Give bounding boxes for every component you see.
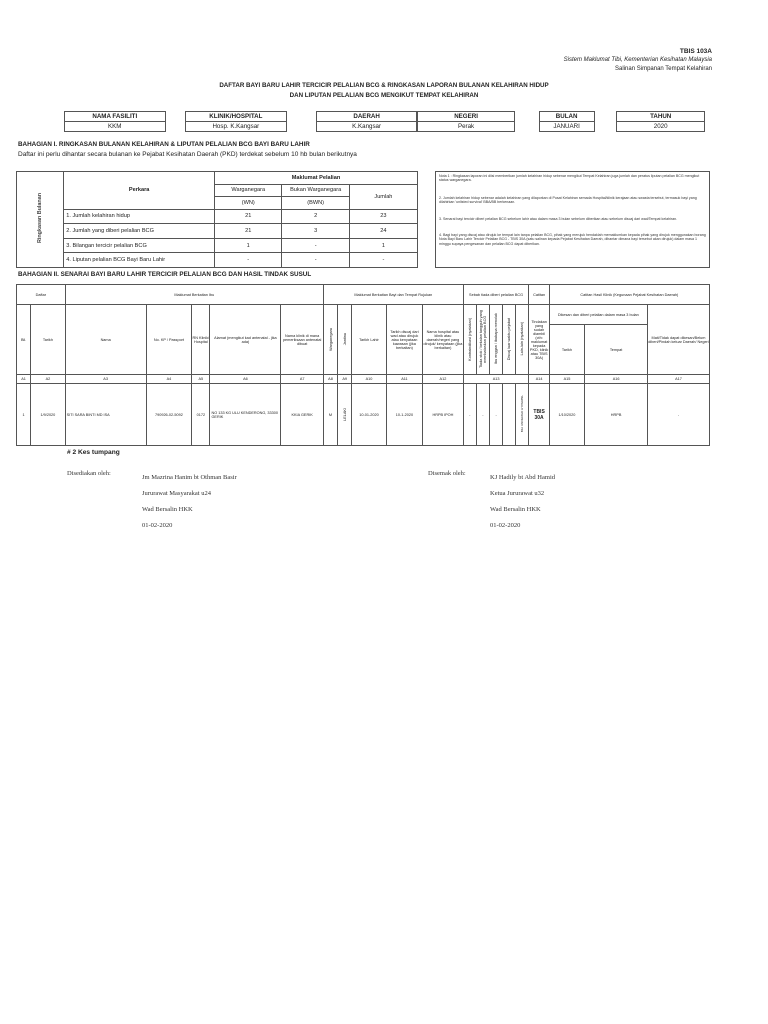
- section2-title: BAHAGIAN II. SENARAI BAYI BARU LAHIR TERCICIR PELALIAN BCG DAN HASIL TINDAK SUSUL: [18, 271, 312, 278]
- col-code: A1: [17, 375, 31, 384]
- col-sebab-label: Ibu enggan / ibubapa menolak: [494, 313, 499, 365]
- summary-wn: -: [215, 253, 282, 268]
- col-sebab-label: Kontraindikasi (nyatakan): [467, 317, 472, 361]
- group-ibu: Maklumat Berkaitan Ibu: [65, 285, 323, 305]
- group-hasil: Catitan Hasil Klinik (Kegunaan Pejabat Kesihatan Daerah): [549, 285, 709, 305]
- summary-total: 24: [349, 224, 417, 239]
- col-bil: Bil.: [17, 305, 31, 375]
- col-code: A3: [65, 375, 146, 384]
- notes-box: [435, 171, 710, 268]
- col-code: A10: [352, 375, 386, 384]
- col-sebab-4: [503, 305, 516, 375]
- facility-header: KLINIK/HOSPITAL: [186, 112, 287, 122]
- col-code: A13: [463, 375, 529, 384]
- checked-role: Ketua Jururawat u32: [490, 490, 545, 497]
- col-tarikh-discaj: Tarikh discaj dari wad atau dirujuk atau kenyataan kawasan (jika berkaitan): [386, 305, 422, 375]
- spacer: [165, 112, 186, 122]
- copy-label: Salinan Simpanan Tempat Kelahiran: [615, 66, 712, 72]
- cell-tarikh-discaj: 10-1-2020: [386, 384, 422, 446]
- bwn-header: Bukan Warganegara: [282, 184, 349, 197]
- cell-sebab-2: -: [476, 384, 489, 446]
- col-jantina-label: Jantina: [342, 332, 347, 346]
- spacer: [594, 112, 617, 122]
- maklumat-header: Maklumat Pelalian: [215, 172, 418, 185]
- col-hasil-tarikh: Tarikh: [549, 325, 584, 375]
- checked-name: KJ Hadily bt Abd Hamid: [490, 474, 555, 481]
- prepared-name: Jm Mazrina Hanim bt Othman Basir: [142, 474, 237, 481]
- cell-sebab-1: -: [463, 384, 476, 446]
- register-group-row: [17, 285, 710, 305]
- summary-row: [17, 253, 418, 268]
- spacer: [514, 112, 539, 122]
- col-warganegara-label: Warganegara: [328, 327, 333, 351]
- checked-date: 01-02-2020: [490, 522, 521, 529]
- section1-subtitle: Daftar ini perlu dihantar secara bulanan ke Pejabat Kesihatan Daerah (PKD) terdekat sebelum 10 hb bulan berikutnya: [18, 151, 357, 158]
- col-warganegara: [323, 305, 337, 375]
- facility-value: Perak: [418, 122, 514, 132]
- table-row: [17, 384, 710, 446]
- summary-wn: 21: [215, 224, 282, 239]
- group-catatan: Catitan: [529, 285, 549, 305]
- prepared-unit: Wad Bersalin HKK: [142, 506, 193, 513]
- cell-hasil-mati: -: [647, 384, 709, 446]
- col-code: A8: [323, 375, 337, 384]
- facility-value-row: [65, 122, 705, 132]
- cell-catitan: TBIS 30A: [529, 384, 549, 446]
- summary-row-label: 1. Jumlah kelahiran hidup: [64, 209, 215, 224]
- cell-tarikh-lahir: 10-01-2020: [352, 384, 386, 446]
- spacer: [286, 112, 316, 122]
- spacer: [594, 122, 617, 132]
- summary-side-cell: [17, 172, 64, 268]
- col-hasil-tempat: Tempat: [585, 325, 648, 375]
- summary-table: [16, 171, 418, 268]
- facility-header: DAERAH: [316, 112, 417, 122]
- summary-row-label: 3. Bilangan tercicir pelalian BCG: [64, 238, 215, 253]
- col-catitan: Tindakan yang sudah diambil (cth: maklumat kepada PKD, klinik atau TBIS 30A): [529, 305, 549, 375]
- wn-code: (WN): [215, 197, 282, 210]
- form-title-line2: DAN LIPUTAN PELALIAN BCG MENGIKUT TEMPAT KELAHIRAN: [289, 92, 479, 99]
- summary-total: 23: [349, 209, 417, 224]
- summary-row: [17, 224, 418, 239]
- summary-bwn: -: [282, 253, 349, 268]
- summary-bwn: 2: [282, 209, 349, 224]
- form-title-line1: DAFTAR BAYI BARU LAHIR TERCICIR PELALIAN BCG & RINGKASAN LAPORAN BULANAN KELAHIRAN HIDUP: [219, 82, 549, 89]
- col-code: A9: [338, 375, 352, 384]
- form-header-right: [564, 47, 712, 74]
- group-sebab: Sebab tiada diberi pelalian BCG: [463, 285, 529, 305]
- col-code: A4: [146, 375, 192, 384]
- cell-tarikh: 1/9/2020: [31, 384, 65, 446]
- col-nama-hospital: Nama hospital atau klinik atau daerah/negeri yang dirujuk/ kenyataan (jika berkaitan): [423, 305, 464, 375]
- facility-header: BULAN: [539, 112, 594, 122]
- facility-header-row: [65, 112, 705, 122]
- group-daftar: Daftar: [17, 285, 66, 305]
- prepared-label: Disediakan oleh:: [67, 470, 111, 477]
- note-item: 3. Senarai bayi tercicir diberi pelalian BCG sebelum lahir atau dalam masa 3 bulan sebelum diberikan atau sebelum discaj dari wad/Tempat kelahiran.: [439, 216, 678, 221]
- cell-sebab-3: -: [490, 384, 503, 446]
- facility-header: TAHUN: [617, 112, 705, 122]
- col-sebab-label: Lain-lain (nyatakan): [520, 322, 525, 356]
- col-tarikh: Tarikh: [31, 305, 65, 375]
- cell-warganegara: M: [323, 384, 337, 446]
- summary-row-label: 4. Liputan pelalian BCG Bayi Baru Lahir: [64, 253, 215, 268]
- cell-hasil-tarikh: 1/10/2020: [549, 384, 584, 446]
- kes-tumpang-note: # 2 Kes tumpang: [67, 449, 120, 456]
- system-name: Sistem Maklumat Tibi, Kementerian Kesihatan Malaysia: [563, 57, 712, 63]
- col-code: A6: [210, 375, 281, 384]
- col-klinik: Nama klinik di mana pemeriksaan antenatal dibuat: [281, 305, 324, 375]
- checked-block: [490, 470, 555, 534]
- perkara-header: Perkara: [64, 172, 215, 210]
- summary-total: 1: [349, 238, 417, 253]
- prepared-role: Jururawat Masyarakat u24: [142, 490, 211, 497]
- cell-hasil-tempat: HRPB: [585, 384, 648, 446]
- form-code: TBIS 103A: [679, 48, 712, 55]
- cell-jantina-text: LELAKI: [342, 407, 347, 421]
- bwn-code: (BWN): [282, 197, 349, 210]
- summary-row: [17, 238, 418, 253]
- summary-total: -: [349, 253, 417, 268]
- register-code-row: [17, 375, 710, 384]
- summary-wn: 1: [215, 238, 282, 253]
- spacer: [286, 122, 316, 132]
- cell-nama: SITI SARA BINTI MD ISA: [65, 384, 146, 446]
- col-code: A5: [192, 375, 210, 384]
- col-code: A15: [549, 375, 584, 384]
- summary-bwn: 3: [282, 224, 349, 239]
- col-code: A12: [423, 375, 464, 384]
- jumlah-header: Jumlah: [349, 184, 417, 209]
- facility-table: [64, 111, 705, 132]
- summary-bwn: -: [282, 238, 349, 253]
- col-kp: No. KP / Passport: [146, 305, 192, 375]
- facility-value: Hosp. K.Kangsar: [186, 122, 287, 132]
- cell-rn: 0172: [192, 384, 210, 446]
- note-item: 2. Jumlah kelahiran hidup sebenar adalah kelahiran yang dilaporkan di Pusat Kelahiran semada Hospital/klinik kerajaan atau swasta tersebut, termasuk bayi yang dilahirkan 'unlisted survival' BBA/BB berkenaan.: [439, 195, 697, 205]
- facility-value: KKM: [65, 122, 166, 132]
- col-code: A16: [585, 375, 648, 384]
- facility-header: NEGERI: [418, 112, 514, 122]
- note-item: Nota 1 : Ringkasan laporan ini diisi memberikan jumlah kelahiran hidup sebenar mengikut Tempat Kelahiran juga jumlah dan peratus liputan pelalian BCG mengikut status warganegara.: [439, 174, 700, 183]
- col-code: A2: [31, 375, 65, 384]
- cell-nama-hospital: HRPB IPOH: [423, 384, 464, 446]
- col-sebab-label: Discaj luar waktu pejabat: [507, 317, 512, 361]
- checked-unit: Wad Bersalin HKK: [490, 506, 541, 513]
- facility-header: NAMA FASILITI: [65, 112, 166, 122]
- cell-bil: 1: [17, 384, 31, 446]
- col-sebab-5: [516, 305, 529, 375]
- col-tarikh-lahir: Tarikh Lahir: [352, 305, 386, 375]
- checked-label: Disemak oleh:: [428, 470, 466, 477]
- summary-wn: 21: [215, 209, 282, 224]
- col-sebab-1: [463, 305, 476, 375]
- cell-sebab-5-text: BILI UNDERGO HYPERBIL: [520, 395, 525, 433]
- summary-row-label: 2. Jumlah yang diberi pelalian BCG: [64, 224, 215, 239]
- form-title: [0, 81, 768, 101]
- cell-sebab-5: [516, 384, 529, 446]
- col-hasil-mati: Mati/Tidak dapat dikesan/Belum diberi/Pindah keluar Daerah/ Negeri: [647, 305, 709, 375]
- col-sebab-label: Tiada stok / bekalan tangguh yang membataskan pelalian BCG: [478, 310, 487, 368]
- summary-row: [17, 209, 418, 224]
- col-code: A14: [529, 375, 549, 384]
- register-table: [16, 284, 710, 446]
- spacer: [514, 122, 539, 132]
- col-rn: RN Klinik/ Hospital: [192, 305, 210, 375]
- col-sebab-2: [476, 305, 489, 375]
- section1-title: BAHAGIAN I. RINGKASAN BULANAN KELAHIRAN & LIPUTAN PELALIAN BCG BAYI BARU LAHIR: [18, 141, 310, 148]
- facility-value: 2020: [617, 122, 705, 132]
- summary-side-label: Ringkasan Bulanan: [37, 193, 44, 244]
- note-item: 4. Bagi bayi yang discaj atau dirujuk ke tempat lain tanpa pelalian BCG, pihak yang merujuk hendaklah memaklumkan kepada pihak yang dirujuk menggunakan borang Nota Bayi Baru Lahir Tercicir Pelalian BCG - TBIS 30A (satu salinan kepada Pejabat Kesihatan Daerah, dihantar dimana bayi tersebut akan dirujuk) dalam masa 1 minggu supaya pengesanan dan pelalian BCG dapat diberikan.: [439, 233, 706, 246]
- col-nama: Nama: [65, 305, 146, 375]
- col-sebab-3: [490, 305, 503, 375]
- cell-jantina: [338, 384, 352, 446]
- group-bayi: Maklumat Berkaitan Bayi dan Tempat Rujukan: [323, 285, 463, 305]
- prepared-block: [142, 470, 237, 534]
- spacer: [165, 122, 186, 132]
- facility-value: K.Kangsar: [316, 122, 417, 132]
- col-hasil-head: Dikesan dan diberi pelalian dalam masa 3 bulan: [549, 305, 647, 325]
- cell-klinik: KKIA GERIK: [281, 384, 324, 446]
- col-code: A11: [386, 375, 422, 384]
- wn-header: Warganegara: [215, 184, 282, 197]
- cell-kp: 790926-02-5092: [146, 384, 192, 446]
- facility-value: JANUARI: [539, 122, 594, 132]
- cell-sebab-4: [503, 384, 516, 446]
- prepared-date: 01-02-2020: [142, 522, 173, 529]
- col-code: A7: [281, 375, 324, 384]
- col-alamat: Alamat (mengikut kad antenatal - jika ada): [210, 305, 281, 375]
- col-jantina: [338, 305, 352, 375]
- col-code: A17: [647, 375, 709, 384]
- cell-alamat: NO 133 KG ULU KENDERONG, 33300 GERIK: [210, 384, 281, 446]
